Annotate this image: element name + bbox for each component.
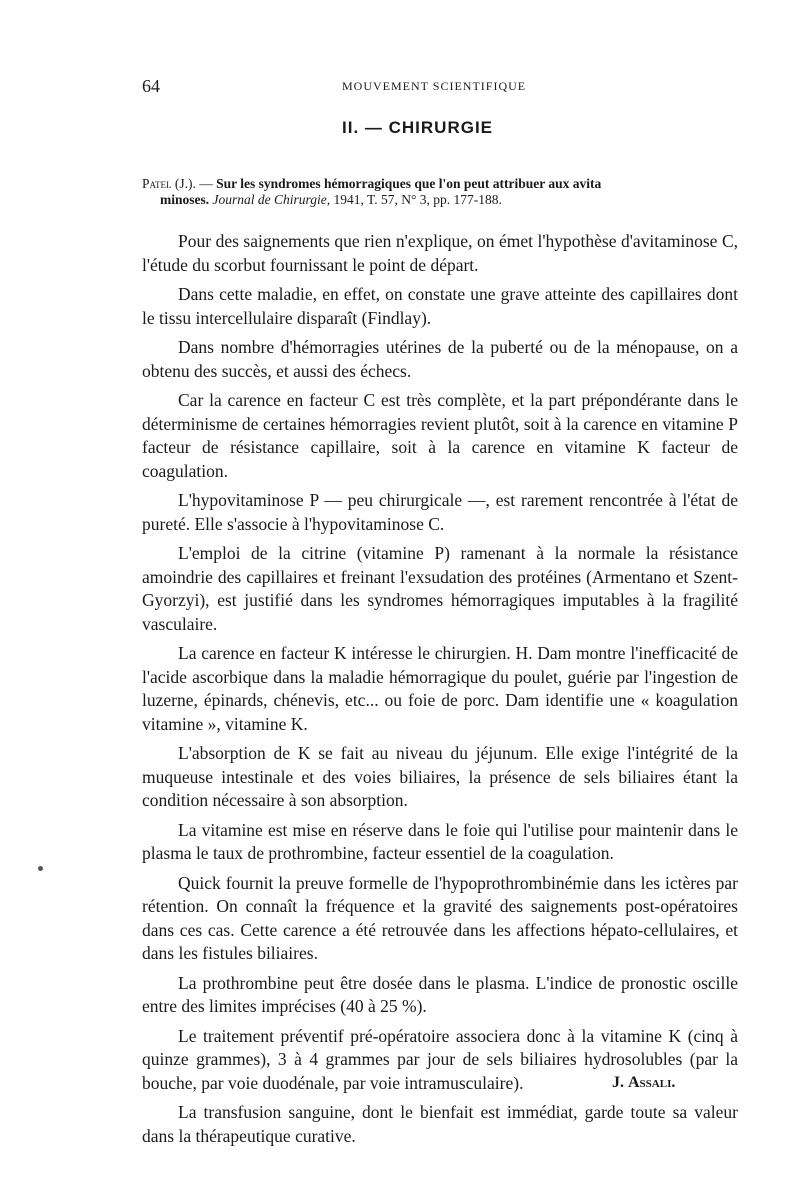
citation-title-line1: Sur les syndromes hémorragiques que l'on peut attribuer aux avita [216,176,602,191]
paragraph: La prothrombine peut être dosée dans le plasma. L'indice de pronostic oscille entre des limites imprécises (40 à 25 %). [142,972,738,1016]
page-number: 64 [142,76,160,96]
article-body [142,230,738,1154]
paragraph: La vitamine est mise en réserve dans le foie qui l'utilise pour maintenir dans le plasma le taux de prothrombine, facteur essentiel de la coagulation. [142,819,738,863]
paragraph: L'absorption de K se fait au niveau du jéjunum. Elle exige l'intégrité de la muqueuse intestinale et des voies biliaires, la présence de sels biliaires étant la condition nécessaire à son absorption. [142,743,738,810]
paragraph: Pour des saignements que rien n'explique, on émet l'hypothèse d'avitaminose C, l'étude du scorbut fournissant le point de départ. [142,231,738,275]
signature-initial: J. [612,1074,624,1091]
author-signature [612,1074,675,1092]
paragraph: Quick fournit la preuve formelle de l'hypoprothrombinémie dans les ictères par rétention. On connaît la fréquence et la gravité des saignements post-opératoires dans ces cas. Cette carence a été retrouvée dans les affections hépato-cellulaires, et dans les fistules biliaires. [142,872,738,963]
paragraph: Le traitement préventif pré-opératoire associera donc à la vitamine K (cinq à quinze grammes), 3 à 4 grammes par jour de sels biliaires hydrosolubles (par la bouche, par voie duodénale, par voie intramusculaire). [142,1025,738,1093]
paragraph: La transfusion sanguine, dont le bienfait est immédiat, garde toute sa valeur dans la thérapeutique curative. [142,1102,738,1146]
citation-journal: Journal de Chirurgie, [212,192,331,207]
citation-author: Patel (J.). [142,176,196,191]
signature-name: Assali. [628,1074,676,1091]
section-title: II. — CHIRURGIE [342,118,494,137]
paragraph: L'emploi de la citrine (vitamine P) ramenant à la normale la résistance amoindrie des capillaires et freinant l'exsudation des protéines (Armentano et Szent-Gyorzyi), est justifié dans les syndromes hémorragiques imputables à la fragilité vasculaire. [142,543,738,634]
citation-dash: — [195,176,217,191]
paragraph: La carence en facteur K intéresse le chirurgien. H. Dam montre l'inefficacité de l'acide ascorbique dans la maladie hémorragique du poulet, guérie par l'ingestion de luzerne, épinards, chénevis, etc... ou foie de porc. Dam identifie une « koagulation vitamine », vitamine K. [142,643,738,734]
paragraph: Car la carence en facteur C est très complète, et la part prépondérante dans le déterminisme de certaines hémorragies revient plutôt, soit à la carence en vitamine P facteur de résistance capillaire, soit à la carence en vitamine K facteur de coagulation. [142,390,738,481]
bibliographic-citation [142,176,738,208]
paragraph: Dans nombre d'hémorragies utérines de la puberté ou de la ménopause, on a obtenu des succès, et aussi des échecs. [142,337,738,381]
paragraph: L'hypovitaminose P — peu chirurgicale —, est rarement rencontrée à l'état de pureté. Elle s'associe à l'hypovitaminose C. [142,490,738,534]
paragraph: Dans cette maladie, en effet, on constate une grave atteinte des capillaires dont le tissu intercellulaire disparaît (Findlay). [142,284,738,328]
margin-mark [38,866,43,871]
running-title: MOUVEMENT SCIENTIFIQUE [342,79,527,93]
page-header [142,76,738,96]
citation-title-line2: minoses. [160,192,210,207]
citation-details: 1941, T. 57, N° 3, pp. 177-188. [330,192,502,207]
